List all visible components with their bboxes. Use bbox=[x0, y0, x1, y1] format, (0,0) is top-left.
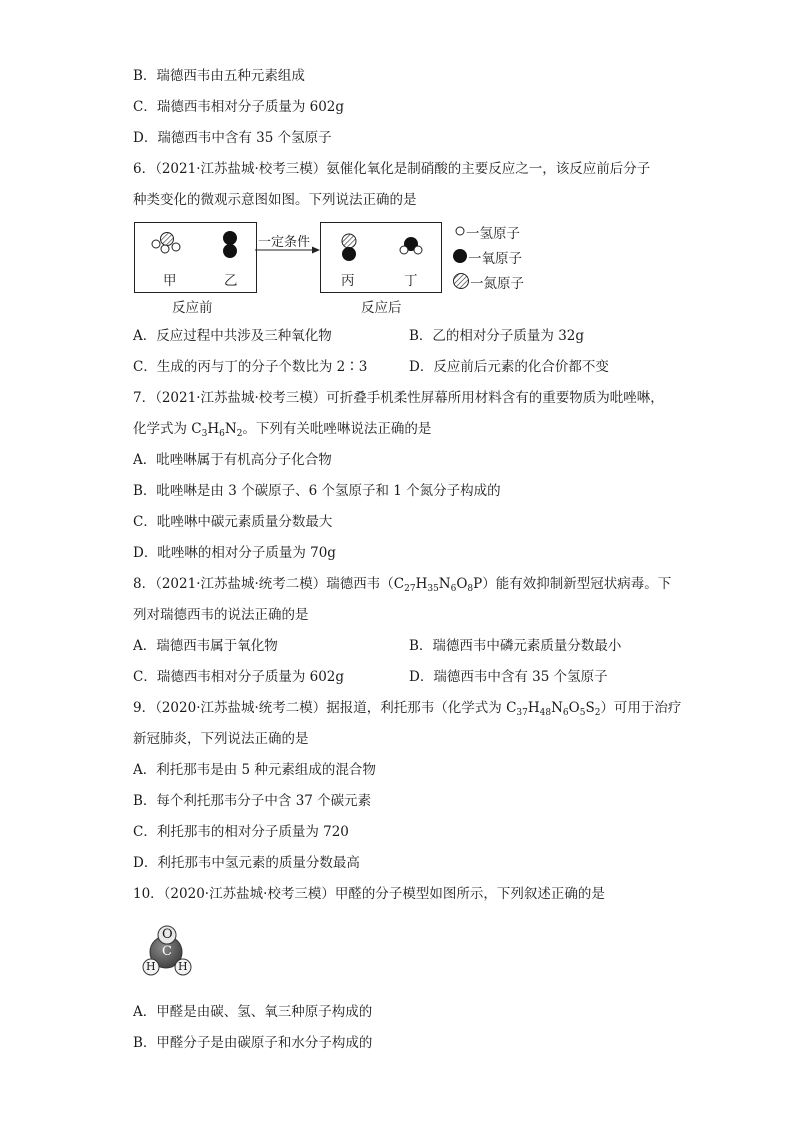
legend-o-label: 一氧原子 bbox=[468, 251, 522, 267]
atom-label-h2: H bbox=[178, 960, 188, 973]
label-ding: 丁 bbox=[404, 273, 418, 289]
q10-option-a: A．甲醛是由碳、氢、氧三种原子构成的 bbox=[133, 1004, 373, 1020]
before-caption: 反应前 bbox=[172, 300, 213, 316]
q8-option-c: C．瑞德西韦相对分子质量为 602g bbox=[133, 669, 345, 685]
q9-option-d: D．利托那韦中氢元素的质量分数最高 bbox=[133, 855, 360, 871]
after-caption: 反应后 bbox=[361, 300, 402, 316]
legend-h-label: 一氢原子 bbox=[466, 226, 520, 242]
atom-label-c: C bbox=[162, 944, 172, 959]
q6-option-a: A．反应过程中共涉及三种氧化物 bbox=[133, 328, 332, 344]
label-bing: 丙 bbox=[341, 273, 355, 289]
q5-option-c: C．瑞德西韦相对分子质量为 602g bbox=[133, 99, 345, 115]
q9-option-c: C．利托那韦的相对分子质量为 720 bbox=[133, 824, 349, 840]
q7-option-a: A．吡唑啉属于有机高分子化合物 bbox=[133, 452, 332, 468]
legend-n-label: 一氮原子 bbox=[470, 276, 524, 292]
arrow-condition-label: 一定条件 bbox=[258, 235, 311, 250]
q7-stem-line2: 化学式为 $C_3H_6N_2$。下列有关吡唑啉说法正确的是 bbox=[133, 421, 432, 439]
q8-option-d: D．瑞德西韦中含有 35 个氢原子 bbox=[409, 669, 608, 685]
q8-stem-line1: 8．（2021·江苏盐城·统考二模）瑞德西韦$(C_{27}H_{35}N_6O_8P)$能有效抑制新型冠状病毒。下 bbox=[133, 576, 672, 594]
q7-option-d: D．吡唑啉的相对分子质量为 70g bbox=[133, 545, 336, 561]
q9-option-a: A．利托那韦是由 5 种元素组成的混合物 bbox=[133, 762, 376, 778]
q6-option-c: C．生成的丙与丁的分子个数比为 2∶3 bbox=[133, 359, 368, 375]
q10-option-b: B．甲醛分子是由碳原子和水分子构成的 bbox=[133, 1035, 373, 1051]
q6-option-d: D．反应前后元素的化合价都不变 bbox=[409, 359, 609, 375]
q8-stem-line2: 列对瑞德西韦的说法正确的是 bbox=[133, 607, 309, 623]
q7-stem-line1: 7．（2021·江苏盐城·校考三模）可折叠手机柔性屏幕所用材料含有的重要物质为吡唑啉， bbox=[133, 390, 664, 406]
q10-stem: 10．（2020·江苏盐城·校考三模）甲醛的分子模型如图所示，下列叙述正确的是 bbox=[133, 886, 605, 902]
label-jia: 甲 bbox=[163, 273, 177, 289]
q6-option-b: B．乙的相对分子质量为 32g bbox=[409, 328, 585, 344]
q9-stem-line1: 9．（2020·江苏盐城·统考二模）据报道，利托那韦（化学式为 $C_{37}H_{48}N_6O_5S_2$）可用于治疗 bbox=[133, 700, 682, 718]
q8-option-b: B．瑞德西韦中磷元素质量分数最小 bbox=[409, 638, 622, 654]
q9-option-b: B．每个利托那韦分子中含 37 个碳元素 bbox=[133, 793, 372, 809]
q7-option-c: C．吡唑啉中碳元素质量分数最大 bbox=[133, 514, 333, 530]
q5-option-d: D．瑞德西韦中含有 35 个氢原子 bbox=[133, 130, 332, 146]
q7-option-b: B．吡唑啉是由 3 个碳原子、6 个氢原子和 1 个氮分子构成的 bbox=[133, 483, 501, 499]
q6-stem-line1: 6．（2021·江苏盐城·校考三模）氨催化氧化是制硝酸的主要反应之一，该反应前后分子 bbox=[133, 161, 651, 177]
atom-label-o: O bbox=[162, 927, 173, 942]
q8-option-a: A．瑞德西韦属于氧化物 bbox=[133, 638, 278, 654]
q5-option-b: B．瑞德西韦由五种元素组成 bbox=[133, 68, 305, 84]
atom-label-h1: H bbox=[146, 960, 156, 973]
label-yi: 乙 bbox=[224, 273, 238, 289]
q6-stem-line2: 种类变化的微观示意图如图。下列说法正确的是 bbox=[133, 192, 417, 208]
q9-stem-line2: 新冠肺炎，下列说法正确的是 bbox=[133, 731, 309, 747]
